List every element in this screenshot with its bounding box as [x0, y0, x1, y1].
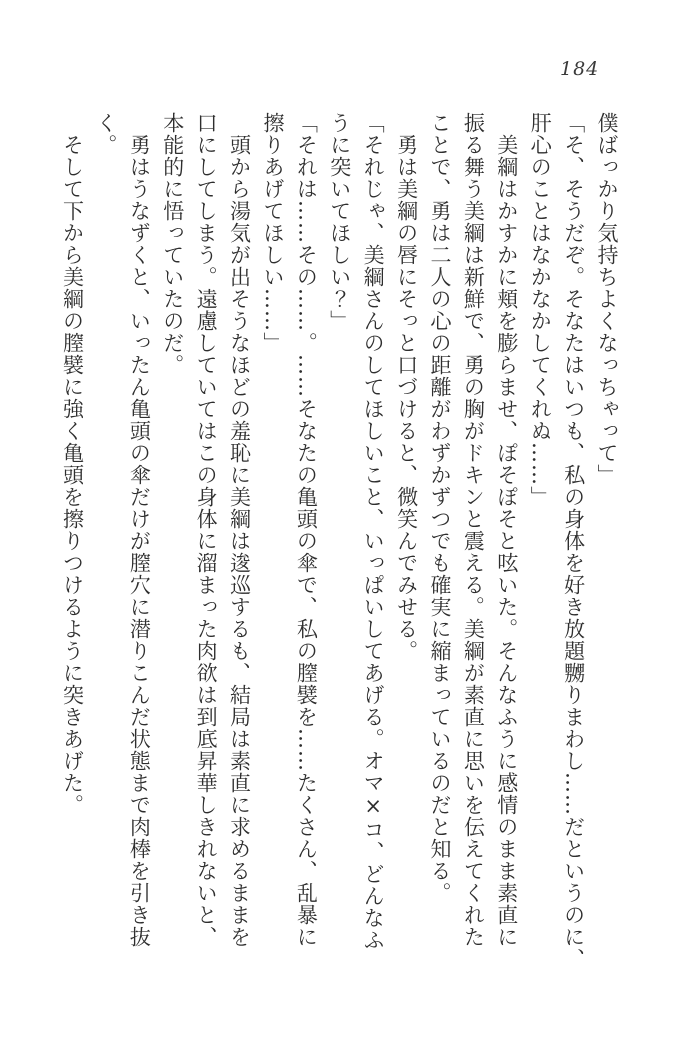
text-line: 「そ、そうだぞ。そなたはいつも、私の身体を好き放題嬲りまわし……だというのに、: [561, 112, 586, 970]
text-line: 肝心のことはなかなかしてくれぬ……」: [528, 112, 553, 508]
text-line: うに突いてほしい？」: [327, 112, 352, 332]
text-line: 「それは……その……。……そなたの亀頭の傘で、私の膣襞を……たくさん、乱暴に: [294, 112, 319, 948]
text-line: 本能的に悟っていたのだ。: [160, 112, 185, 376]
text-line: ことで、勇は二人の心の距離がわずかずつでも確実に縮まっているのだと知る。: [427, 112, 452, 904]
page-number: 184: [560, 58, 600, 80]
text-line: そして下から美綱の膣襞に強く亀頭を擦りつけるように突きあげた。: [60, 134, 85, 816]
text-line: 美綱はかすかに頬を膨らませ、ぽそぽそと呟いた。そんなふうに感情のまま素直に: [494, 134, 519, 948]
text-line: 勇はうなずくと、いったん亀頭の傘だけが膣穴に潜りこんだ状態まで肉棒を引き抜: [127, 134, 152, 948]
text-line: 勇は美綱の唇にそっと口づけると、微笑んでみせる。: [394, 134, 419, 662]
text-line: 擦りあげてほしい……」: [260, 112, 285, 354]
text-line: 口にしてしまう。遠慮していてはこの身体に溜まった肉欲は到底昇華しきれないと、: [194, 112, 219, 948]
text-line: 「それじゃ、美綱さんのしてほしいこと、いっぱいしてあげる。オマ×コ、どんなふ: [361, 112, 386, 951]
text-line: 僕ばっかり気持ちよくなっちゃって」: [595, 112, 619, 486]
text-line: 振る舞う美綱は新鮮で、勇の胸がドキンと震える。美綱が素直に思いを伝えてくれた: [461, 112, 486, 948]
text-line: く。: [93, 112, 118, 156]
text-line: 頭から湯気が出そうなほどの羞恥に美綱は逡巡するも、結局は素直に求めるままを: [227, 134, 252, 948]
text-block: [55, 112, 623, 992]
